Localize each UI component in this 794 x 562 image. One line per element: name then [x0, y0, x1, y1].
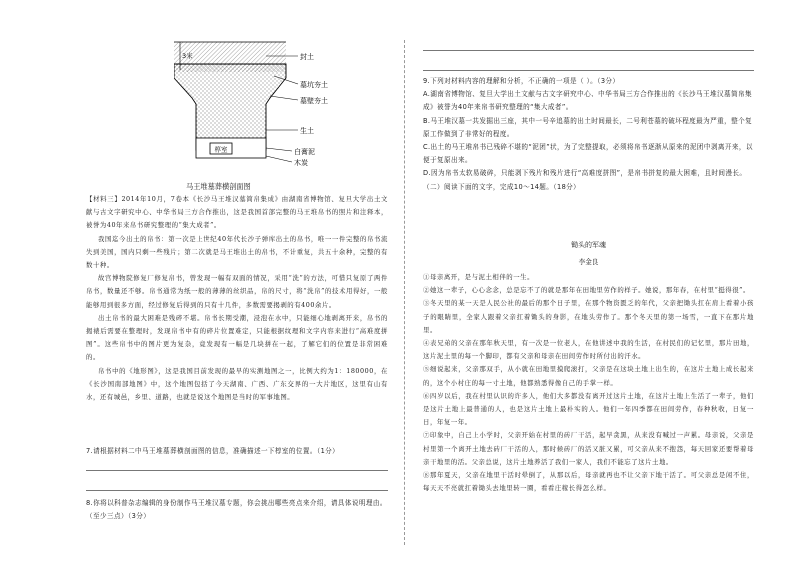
label-shengtu: 生土 [300, 127, 314, 135]
story-para: ⑦印象中，自己上小学时，父亲开始在村里的砖厂干活，起早贪黑，从来没有喊过一声累。母亲说，父亲是村里第一个离开土地去砖厂干活的人，那时候砖厂的活又脏又累，可父亲从来不抱怨，每天回家还要帮着母亲干地里的活。父亲总说，这片土地养活了我们一家人，我们不能忘了这片土地。 [423, 431, 754, 466]
material3-para-4: 出土帛书的最大困难是残碎不堪。帛书长期受潮，浸泡在水中，只能细心地剥离开来，帛书的揭裱后需要在整理时，发现帛书中有的碎片位置难定，只能根据纹理和文字内容来进行“高难度拼图”。这些帛书中的图片更为复杂，竟发现有一幅是几块拼在一起，了解它们的位置是非常困难的。 [86, 313, 388, 362]
tomb-cross-section-diagram [174, 38, 334, 186]
figure-caption: 马王堆墓葬横剖面图 [186, 182, 251, 191]
story-title: 锄头的军魂 [571, 241, 606, 249]
option-d[interactable]: D.因为帛书太软易破碎，只能剥下残片和残片进行“高难度拼图”，是帛书拼复的最大困难，且时间漫长。 [423, 169, 747, 178]
option-a[interactable]: A.湖南省博物馆、复旦大学出土文献与古文字研究中心、中华书局三方合作推出的《长沙马王堆汉墓简帛集成》被誉为40年来帛书研究整理的“集大成者”。 [423, 90, 753, 112]
material3-para-3: 故宫博物院修复厂修复帛书，曾发现一幅有双面的情况，采用“洗”的方法，可惜只复原了两件帛书，数量还不够。帛书通常为纸一般的薄薄的丝织品，帛的尺寸，将“洗帛”的技术用得好，一般能够用到很多方面，经过修复后得到的只有十几件，多数需要揭剥的有400余片。 [86, 274, 388, 309]
material3-para-2: 我国迄今出土的帛书：第一次是上世纪40年代长沙子弹库出土的帛书，唯一一件完整的帛书流失到美国，国内只剩一些残片；第二次就是马王堆出土的帛书，不计重复，共五十余种，完整的有数十种。 [86, 234, 388, 270]
leader-mubi [270, 96, 298, 100]
option-c[interactable]: C.出土的马王堆帛书已残碎不堪的“泥团”状，为了完整提取，必须将帛书逐渐从原来的泥团中剥离开来，以便于复原出来。 [423, 143, 753, 165]
answer-line-7b[interactable] [86, 490, 388, 491]
label-mukeng: 墓坑夯土 [300, 81, 328, 89]
column-divider [404, 40, 405, 545]
question-7: 7.请根据材料二中马王堆墓葬横剖面图的信息，准确描述一下椁室的位置。（1分） [86, 447, 340, 455]
story-para: ⑥四岁以后，我在村里认识的许多人，他们大多都没有离开过这片土地，在这片土地上生活了一辈子，他们是这片土地上最普通的人，也是这片土地上最朴实的人。他们一年四季都在田间劳作，春种秋收，日复一日，年复一年。 [423, 391, 754, 427]
label-mutan: 木炭 [294, 159, 308, 167]
story-para: ②她这一辈子，心心念念，总是忘不了的就是那年在田地里劳作的样子。她说，那年春，在村里“挺得很”。 [423, 286, 750, 295]
leader-mutan [266, 156, 292, 162]
answer-line-r2[interactable] [423, 70, 754, 71]
story-para: ③冬天里的某一天是人民公社的最后的那个日子里，在那个物资匮乏的年代，父亲把锄头扛在肩上看着小孩子的眼睛里，全家人跟着父亲扛着锄头的身影，在地头劳作了。那个冬天里的第一场雪，一直下在那片地里。 [423, 299, 754, 334]
section-heading: （二）阅读下面的文字，完成10～14题。（18分） [423, 182, 581, 191]
leader-baigaoni [266, 148, 292, 151]
story-para: ④表兄弟的父亲在那年秋天里，有一次是一位老人，在他讲述中我的生活，在村民们的记忆里，那片田地，这片泥土里的每一个脚印，都有父亲和母亲在田间劳作时所付出的汗水。 [423, 339, 754, 361]
question-8: 8.你将以科普杂志编辑的身份制作马王堆汉墓专题，你会挑出哪些亮点来介绍，请具体说明理由。（至少三点）（3分） [86, 499, 387, 521]
answer-line-7a[interactable] [86, 470, 388, 471]
scale-label: 3米 [182, 52, 193, 60]
story-body [423, 271, 754, 495]
label-mubi: 墓壁夯土 [300, 97, 328, 105]
material3-para-1: 【材料三】2014年10月，7卷本《长沙马王堆汉墓简帛集成》由湖南省博物馆、复旦大学出土文献与古文字研究中心、中华书局三方合作推出，这是我国首部完整的马王堆帛书的照片和注释本，被誉为40年来帛书研究整理的“集大成者”。 [86, 195, 388, 230]
material3-para-5: 帛书中的《地形图》，这是我国目前发现的最早的实测地图之一，比例大约为1：180000，在《长沙国南部地图》中，这个地图包括了今天湖南、广西、广东交界的一大片地区，这里有山有水，还有城邑，乡里、道路，也就是说这个地图是当时的军事地图。 [86, 366, 388, 402]
option-b[interactable]: B.马王堆汉墓一共发掘出三座，其中一号辛追墓的出土时间最长，二号利苍墓的破坏程度最为严重，整个复原工作做到了非常好的程度。 [423, 116, 753, 138]
label-fengtu: 封土 [300, 53, 314, 61]
coffin-chamber-label: 椁室 [214, 145, 228, 154]
story-para: ⑧那年夏天，父亲在地里干活时晕倒了，从那以后，母亲就再也不让父亲下地干活了。可父亲总是闲不住，每天天不亮就扛着锄头去地里转一圈，看看庄稼长得怎么样。 [423, 471, 754, 493]
story-author: 李金良 [578, 258, 599, 266]
label-baigaoni: 白膏泥 [294, 148, 315, 156]
story-para: ①母亲离开，是与泥土相伴的一生。 [423, 273, 535, 281]
material3-block [86, 193, 388, 404]
answer-line-r1[interactable] [423, 50, 754, 51]
tomb-pit [174, 64, 286, 150]
question-9: 9.下列对材料内容的理解和分析，不正确的一项是（ ）。（3分） [423, 77, 620, 85]
story-para: ⑤细说起来，父亲那双手，从小就在田地里摸爬滚打，父亲是在这块土地上出生的，在这片土地上成长起来的，这个小村庄的每一寸土地，他都熟悉得像自己的手掌一样。 [423, 365, 754, 387]
question-9-block [423, 75, 754, 194]
